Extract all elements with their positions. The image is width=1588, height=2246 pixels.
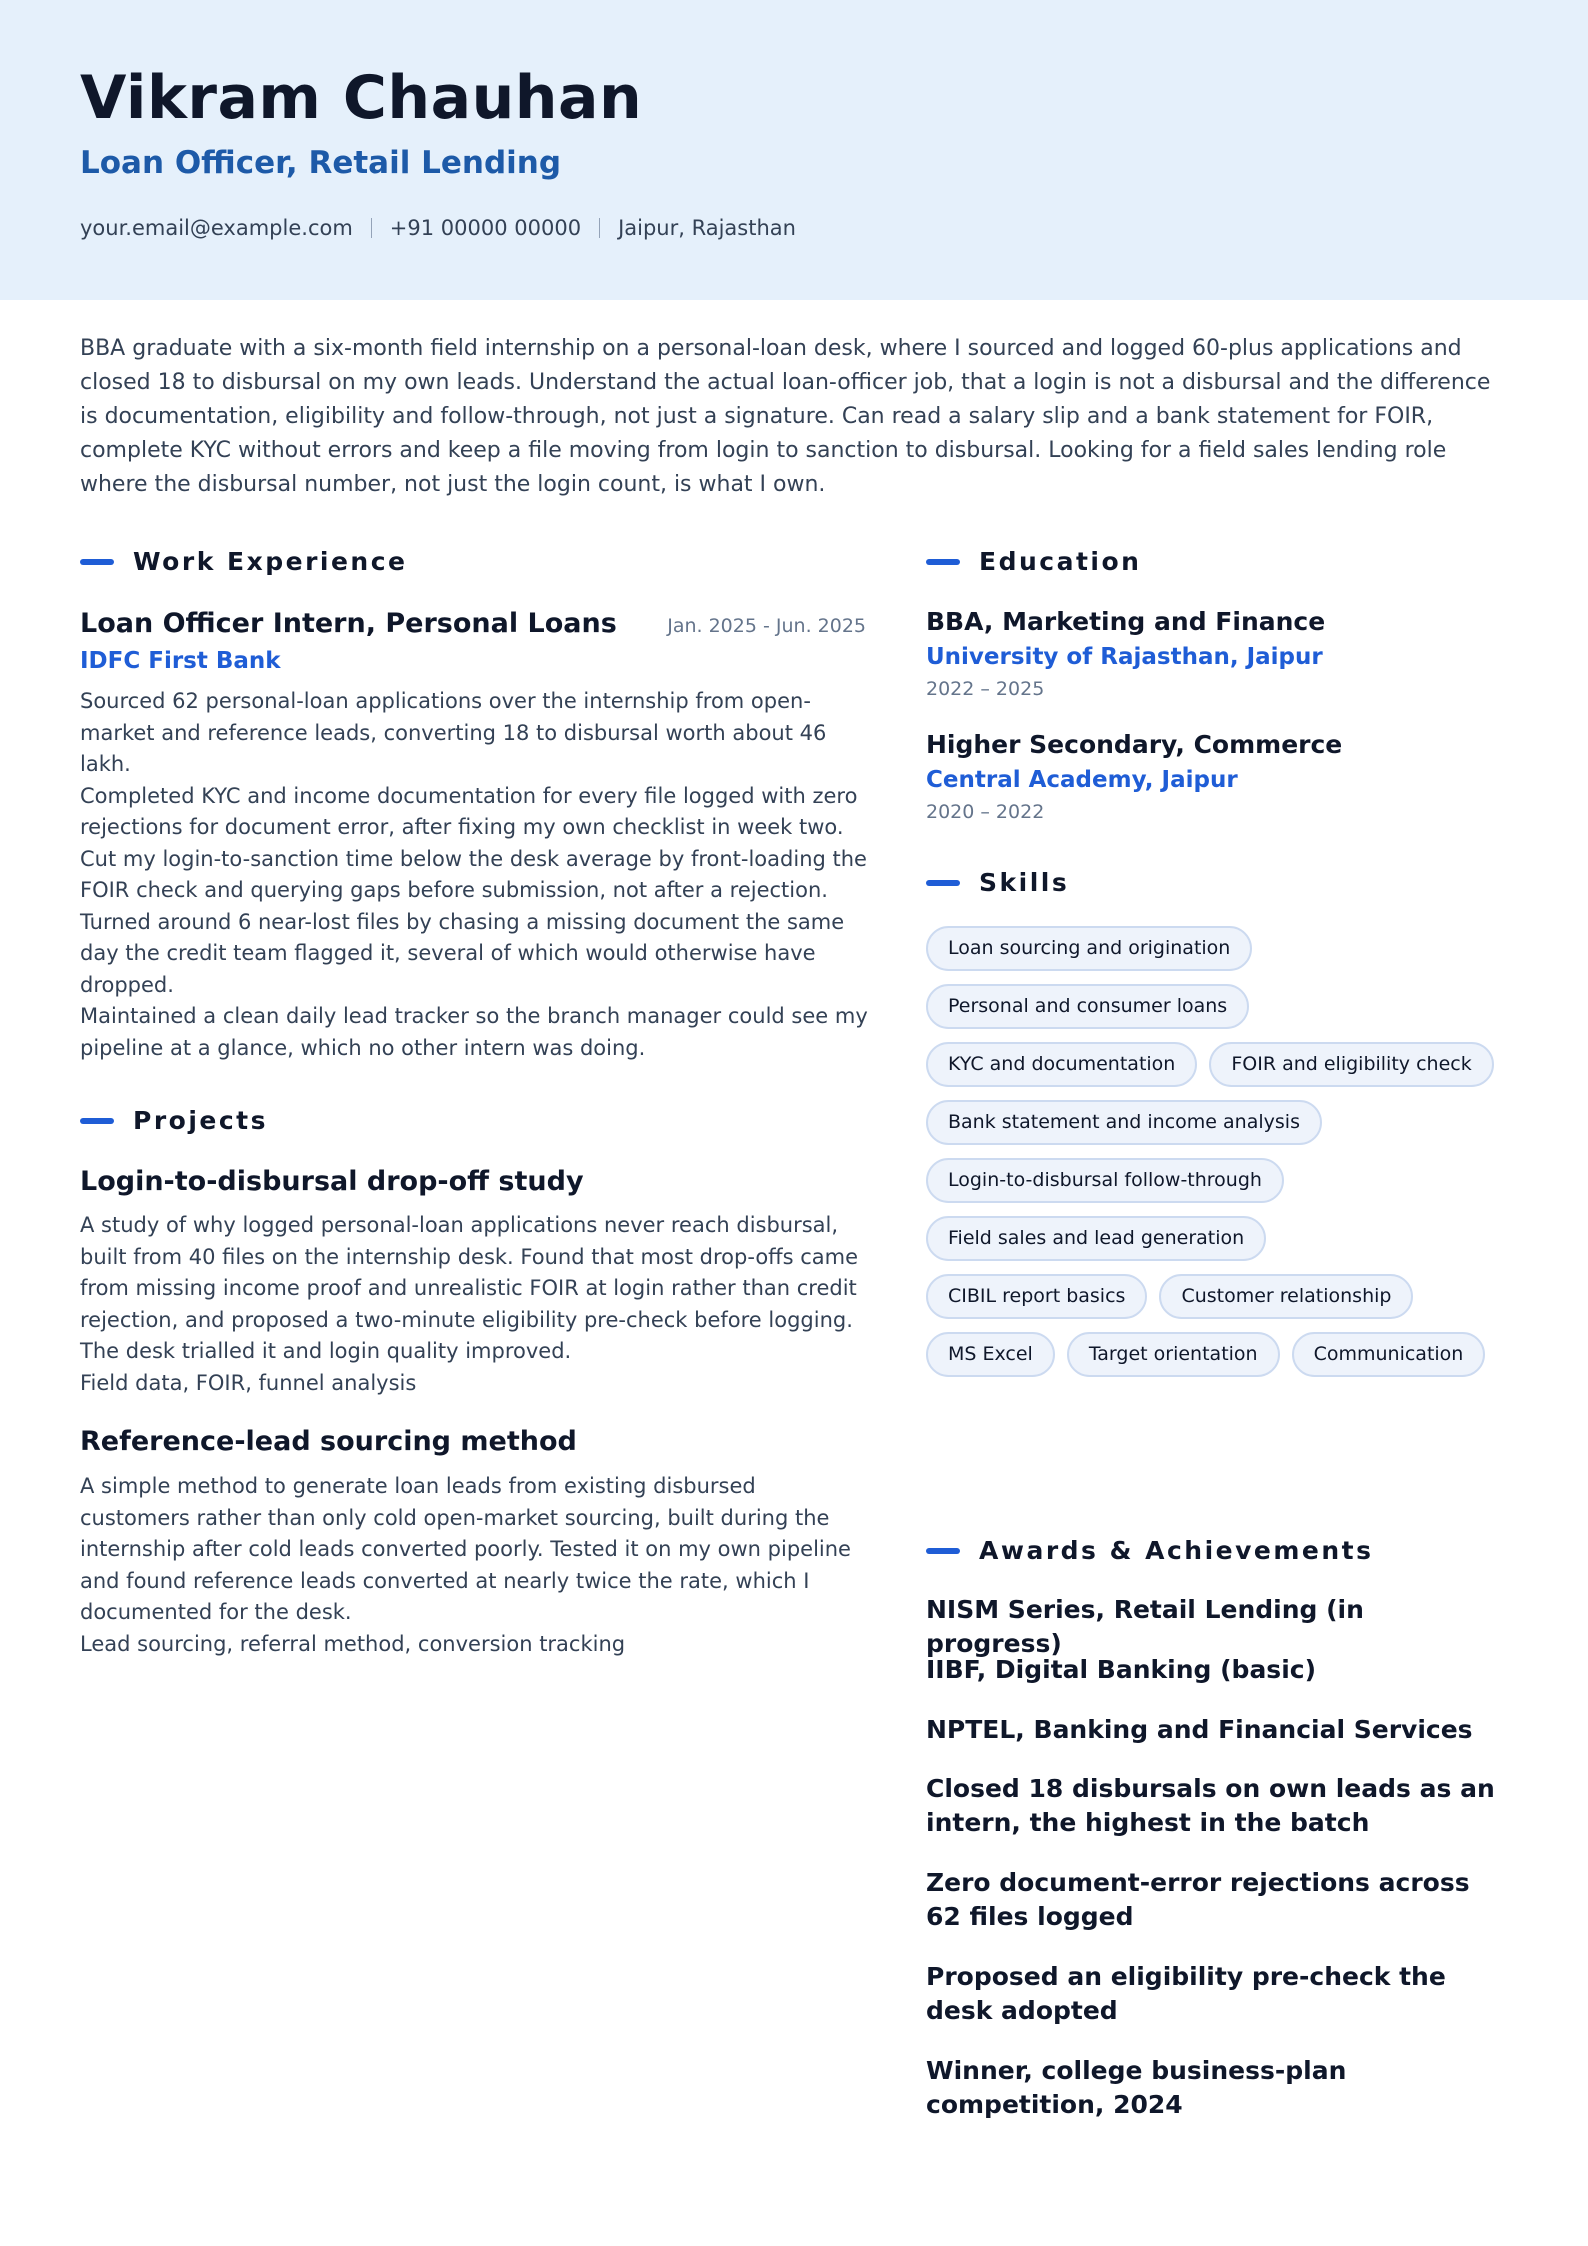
job-bullet: Cut my login-to-sanction time below the desk average by front-loading the FOIR check and querying gaps before submission, not after a rejection. [80,846,867,902]
skill-tag: KYC and documentation [926,1042,1197,1087]
section-title: Work Experience [133,547,408,576]
project-summary: A study of why logged personal-loan applications never reach disbursal, built from 40 files on the internship desk. Found that most drop-offs came from missing income proof and unrealistic FOIR at login rather than credit rejection, and proposed a two-minute eligibility pre-check before logging. The desk trialled it and login quality improved. [80,1213,859,1363]
candidate-role: Loan Officer, Retail Lending [80,145,562,181]
section-accent-bar [80,1118,114,1124]
contact-divider [599,218,600,238]
education-years: 2020 – 2022 [926,801,1045,823]
job-dates: Jan. 2025 - Jun. 2025 [667,615,866,637]
education-degree: Higher Secondary, Commerce [926,730,1343,759]
project-description [80,1210,870,1399]
education-school: University of Rajasthan, Jaipur [926,644,1323,670]
contact-divider [371,218,372,238]
award-item: Proposed an eligibility pre-check the desk adopted [926,1962,1446,2025]
job-bullet: Turned around 6 near-lost files by chasing a missing document the same day the credit team flagged it, several of which would otherwise have dropped. [80,909,845,997]
skill-tag: Personal and consumer loans [926,984,1249,1029]
project-tags: Field data, FOIR, funnel analysis [80,1370,417,1395]
project-title: Reference-lead sourcing method [80,1426,577,1457]
education-years: 2022 – 2025 [926,678,1045,700]
award-item: Zero document-error rejections across 62 files logged [926,1868,1470,1931]
education-school: Central Academy, Jaipur [926,767,1238,793]
skill-tag: Bank statement and income analysis [926,1100,1322,1145]
contact-email[interactable]: your.email@example.com [80,216,353,240]
contact-line [80,212,796,244]
section-heading-awards [926,1535,1374,1567]
resume-header [0,0,1588,300]
section-heading-work [80,546,408,578]
award-item: IIBF, Digital Banking (basic) [926,1655,1317,1684]
candidate-name: Vikram Chauhan [80,63,643,133]
section-heading-projects [80,1105,268,1137]
skill-tag: Communication [1292,1332,1486,1377]
project-summary: A simple method to generate loan leads from existing disbursed customers rather than only cold open-market sourcing, built during the internship after cold leads converted poorly. Tested it on my own pipeline and found reference leads converted at nearly twice the rate, which I documented for the desk. [80,1474,851,1624]
job-bullet-list [80,686,870,1064]
skill-tag: Loan sourcing and origination [926,926,1252,971]
profile-summary: BBA graduate with a six-month field internship on a personal-loan desk, where I sourced and logged 60-plus applications and closed 18 to disbursal on my own leads. Understand the actual loan-officer job, that a login is not a disbursal and the difference is documentation, eligibility and follow-through, not just a signature. Can read a salary slip and a bank statement for FOIR, complete KYC without errors and keep a file moving from login to sanction to disbursal. Looking for a field sales lending role where the disbursal number, not just the login count, is what I own. [80,336,1491,497]
project-tags: Lead sourcing, referral method, conversion tracking [80,1631,626,1656]
section-accent-bar [926,880,960,886]
award-item: NISM Series, Retail Lending (in progress) [926,1595,1364,1658]
job-bullet: Maintained a clean daily lead tracker so the branch manager could see my pipeline at a glance, which no other intern was doing. [80,1004,868,1060]
job-company: IDFC First Bank [80,648,281,674]
skill-tag: Customer relationship [1159,1274,1413,1319]
skill-tag: Target orientation [1067,1332,1280,1377]
job-title: Loan Officer Intern, Personal Loans [80,608,617,639]
section-accent-bar [926,559,960,565]
skill-tag: MS Excel [926,1332,1055,1377]
section-accent-bar [926,1548,960,1554]
contact-location: Jaipur, Rajasthan [618,216,796,240]
skill-tag: Field sales and lead generation [926,1216,1266,1261]
skill-tag: Login-to-disbursal follow-through [926,1158,1284,1203]
education-degree: BBA, Marketing and Finance [926,607,1326,636]
skill-tag: FOIR and eligibility check [1209,1042,1493,1087]
job-bullet: Sourced 62 personal-loan applications over the internship from open-market and reference leads, converting 18 to disbursal worth about 46 lakh. [80,689,827,776]
award-item: Winner, college business-plan competition, 2024 [926,2056,1347,2119]
job-bullet: Completed KYC and income documentation for every file logged with zero rejections for document error, after fixing my own checklist in week two. [80,783,858,839]
skill-tag-list [926,926,1506,1390]
section-heading-skills [926,867,1069,899]
section-title: Skills [979,868,1070,897]
section-title: Education [979,547,1142,576]
award-item: Closed 18 disbursals on own leads as an intern, the highest in the batch [926,1774,1495,1837]
section-heading-education [926,546,1141,578]
award-item: NPTEL, Banking and Financial Services [926,1715,1473,1744]
section-title: Awards & Achievements [979,1536,1374,1565]
project-description [80,1471,870,1660]
project-title: Login-to-disbursal drop-off study [80,1166,584,1197]
section-title: Projects [133,1106,269,1135]
contact-phone[interactable]: +91 00000 00000 [389,216,582,240]
skill-tag: CIBIL report basics [926,1274,1147,1319]
section-accent-bar [80,559,114,565]
